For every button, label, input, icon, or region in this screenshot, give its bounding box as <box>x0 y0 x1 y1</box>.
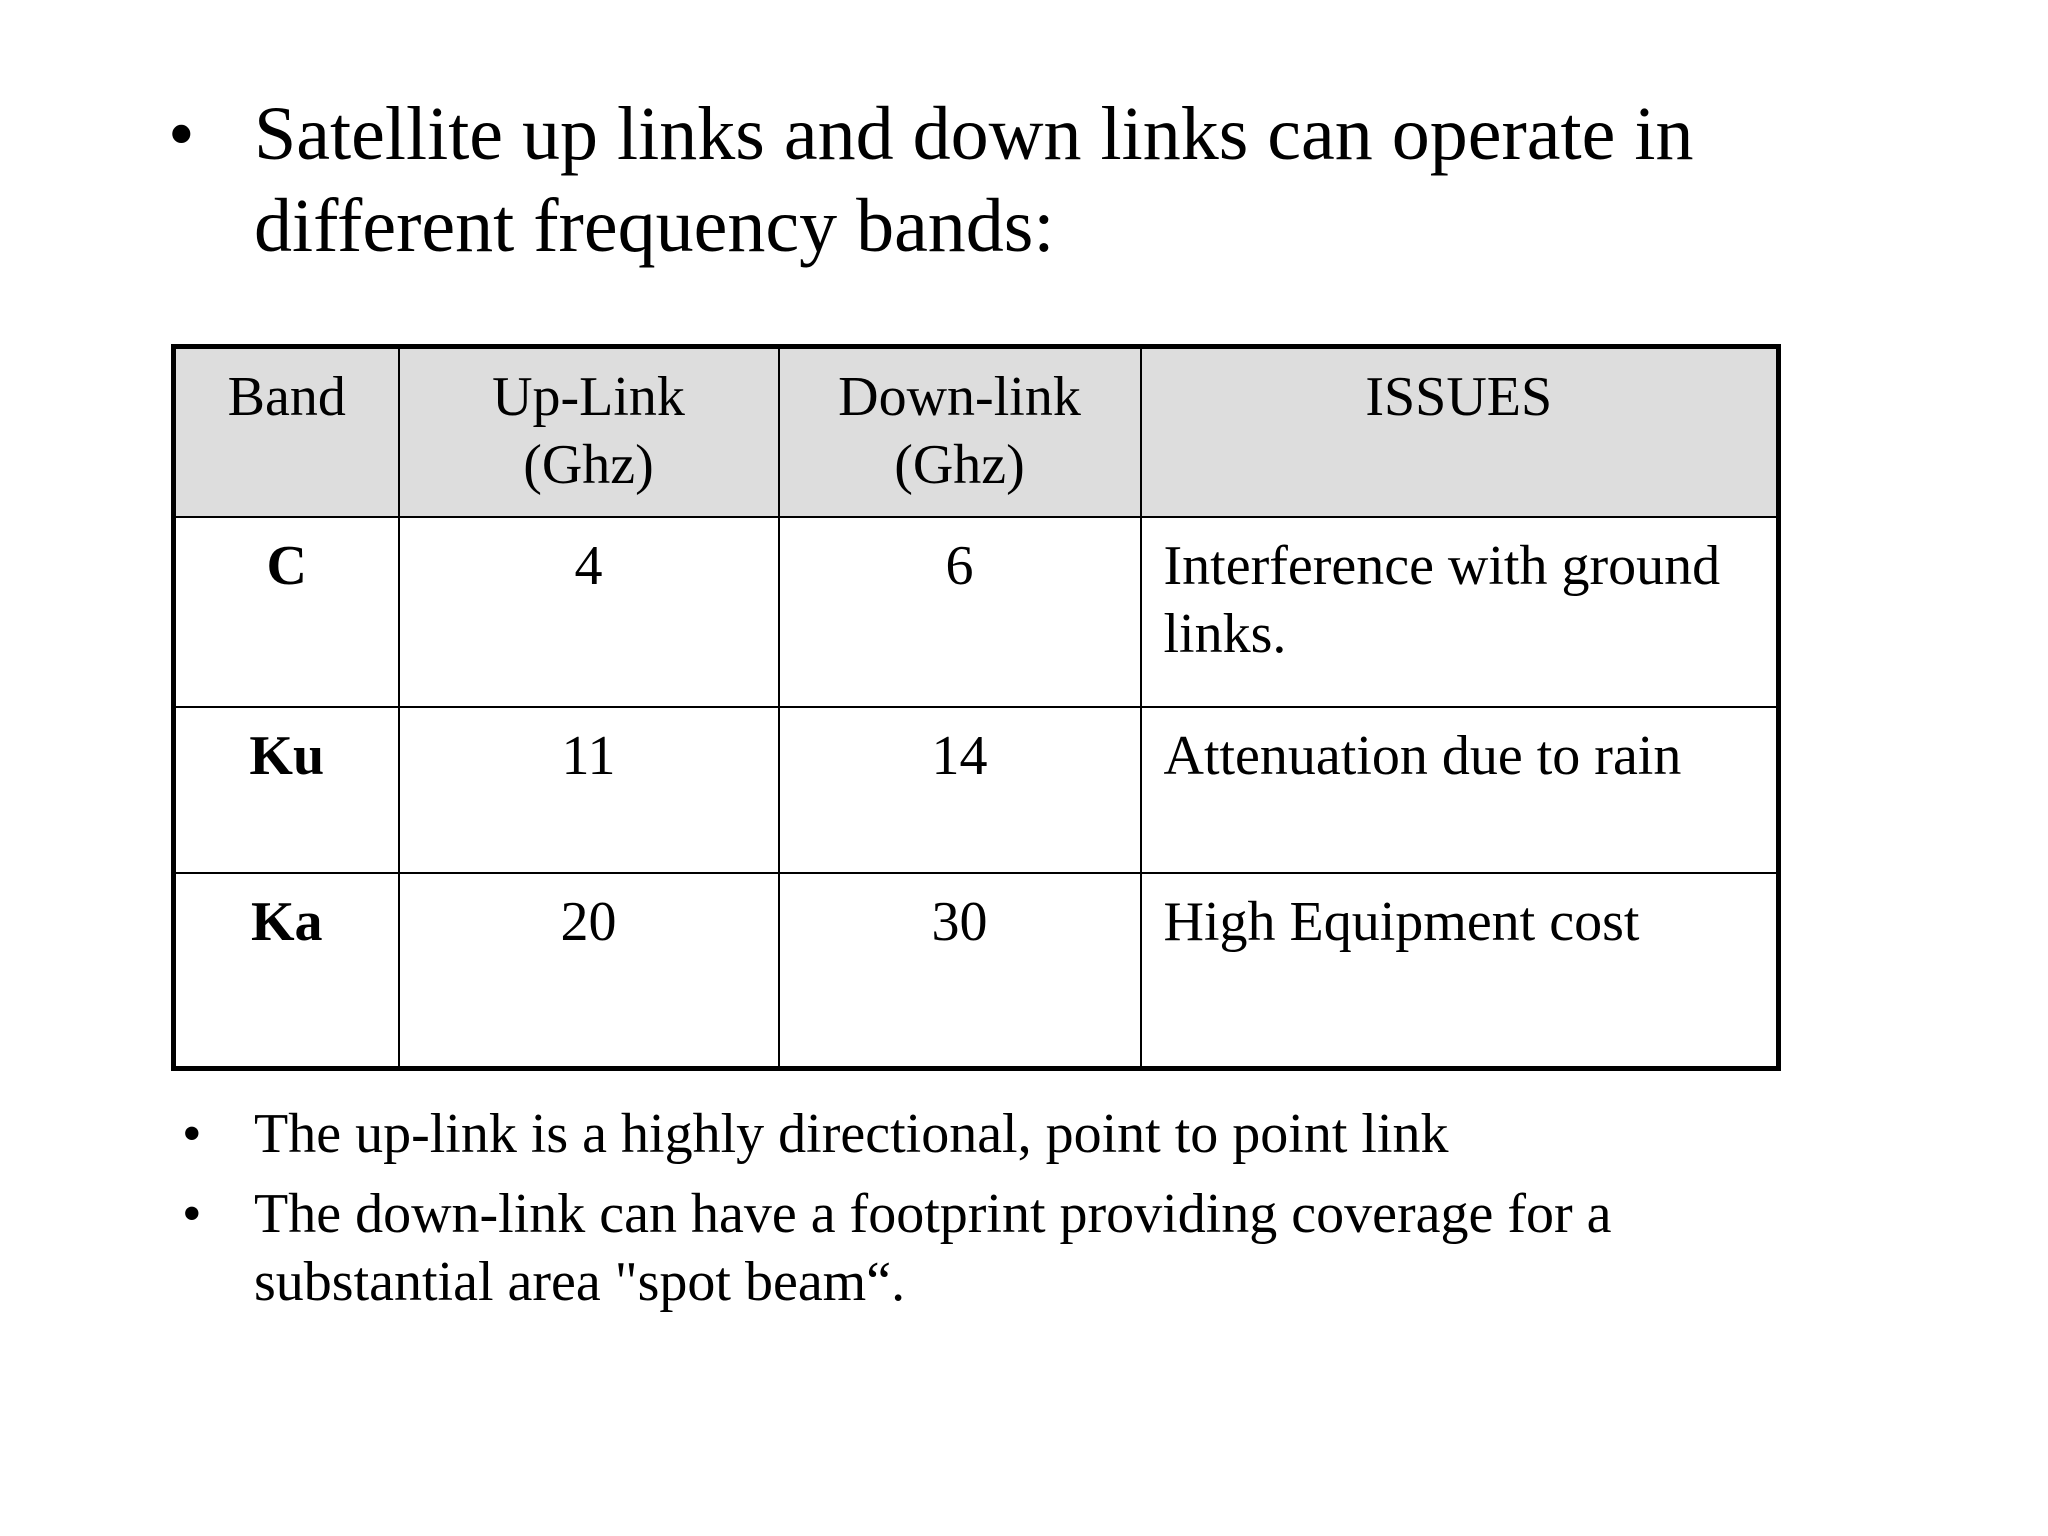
note-bullet: • <box>182 1103 202 1165</box>
table-header-row <box>174 347 1779 517</box>
note-text: The up-link is a highly directional, point to point link <box>254 1103 1449 1165</box>
header-band: Band <box>174 347 399 517</box>
table-row <box>174 873 1779 1069</box>
header-issues: ISSUES <box>1141 347 1779 517</box>
note-bullet: • <box>182 1183 202 1245</box>
uplink-cell: 11 <box>399 707 779 872</box>
note-text: The down-link can have a footprint providing coverage for a substantial area "spot beam“. <box>254 1183 1612 1313</box>
band-cell: C <box>174 517 399 708</box>
list-item <box>168 1180 1868 1316</box>
uplink-cell: 20 <box>399 873 779 1069</box>
notes-list <box>168 1100 1868 1328</box>
heading-bullet: • <box>168 92 195 176</box>
issues-cell: High Equipment cost <box>1141 873 1779 1069</box>
band-cell: Ka <box>174 873 399 1069</box>
heading-text: Satellite up links and down links can operate in different frequency bands: <box>254 92 1694 268</box>
downlink-cell: 14 <box>779 707 1141 872</box>
table-row <box>174 517 1779 708</box>
issues-cell: Attenuation due to rain <box>1141 707 1779 872</box>
uplink-cell: 4 <box>399 517 779 708</box>
downlink-cell: 30 <box>779 873 1141 1069</box>
band-cell: Ku <box>174 707 399 872</box>
header-uplink: Up-Link (Ghz) <box>399 347 779 517</box>
issues-cell: Interference with ground links. <box>1141 517 1779 708</box>
downlink-cell: 6 <box>779 517 1141 708</box>
header-downlink: Down-link (Ghz) <box>779 347 1141 517</box>
list-item <box>168 1100 1868 1168</box>
table-row <box>174 707 1779 872</box>
frequency-band-table <box>171 344 1781 1071</box>
